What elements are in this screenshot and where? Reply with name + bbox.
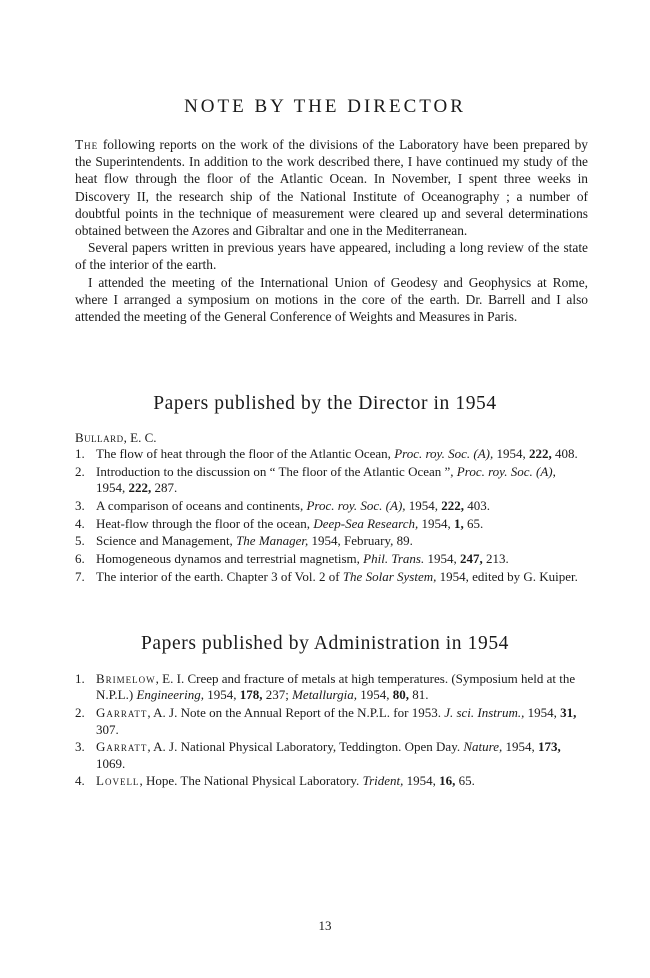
item-text: The interior of the earth. Chapter 3 of Vol. 2 of xyxy=(96,568,343,584)
item-journal: Proc. roy. Soc. (A), xyxy=(456,463,556,479)
item-text: Homogeneous dynamos and terrestrial magnetism, xyxy=(96,550,364,566)
item-number: 1. xyxy=(75,446,85,461)
item-volume: 16, xyxy=(439,773,456,789)
item-pages: 287. xyxy=(151,480,178,496)
admin-papers-list xyxy=(75,671,588,791)
item-number: 6. xyxy=(75,550,85,566)
item-text: National Physical Laboratory, Teddington. Open Day. xyxy=(177,739,464,755)
item-number: 4. xyxy=(75,515,85,531)
item-journal-2: Metallurgia, xyxy=(292,687,357,703)
item-pages: 403. xyxy=(464,497,491,513)
page-number: 13 xyxy=(318,918,332,933)
item-number: 5. xyxy=(75,533,85,549)
intro-paragraph-3: I attended the meeting of the International Union of Geodesy and Geophysics at Rome, where I arranged a symposium on motions in the core of the earth. Dr. Barrell and I also attended the meeting of the General Conference of Weights and Measures in Paris. xyxy=(75,274,588,325)
list-item xyxy=(75,516,588,532)
list-item xyxy=(75,671,588,704)
item-year: 1954, February, 89. xyxy=(308,533,413,549)
admin-papers-heading: Papers published by Administration in 1954 xyxy=(140,633,510,654)
list-item xyxy=(75,705,588,738)
item-text: The National Physical Laboratory. xyxy=(177,773,363,789)
item-author-initials: , A. J. xyxy=(147,705,178,721)
item-pages: 1069. xyxy=(96,755,126,771)
item-author: Lovell xyxy=(96,773,140,789)
director-author-name: Bullard xyxy=(75,430,124,445)
item-year: 1954, edited by G. Kuiper. xyxy=(436,568,578,584)
item-journal: Deep-Sea Research, xyxy=(313,515,419,531)
item-volume: 222, xyxy=(128,480,152,496)
list-item xyxy=(75,739,588,772)
item-year: 1954, xyxy=(203,687,240,703)
item-pages: 213. xyxy=(482,550,509,566)
intro-text xyxy=(75,136,588,325)
item-year: 1954, xyxy=(424,550,460,566)
item-pages-2: 81. xyxy=(408,687,429,703)
item-text: Creep and fracture of metals at high temperatures. (Symposium held at the N.P.L.) xyxy=(96,671,576,703)
item-volume: 222, xyxy=(528,446,552,461)
item-volume: 178, xyxy=(239,687,263,703)
list-item xyxy=(75,498,588,514)
item-number: 7. xyxy=(75,568,85,584)
item-year: 1954, xyxy=(403,773,440,789)
director-papers-list xyxy=(75,446,588,586)
item-text: A comparison of oceans and continents, xyxy=(96,497,307,513)
item-author-initials: , E. I. xyxy=(155,671,185,686)
item-volume: 247, xyxy=(459,550,483,566)
item-volume: 222, xyxy=(441,497,465,513)
item-number: 3. xyxy=(75,497,85,513)
item-year: 1954, xyxy=(502,739,539,755)
item-pages: 65. xyxy=(463,515,484,531)
item-journal: Engineering, xyxy=(136,687,204,703)
item-year: 1954, xyxy=(493,446,529,461)
item-text: Note on the Annual Report of the N.P.L. for 1953. xyxy=(177,705,445,721)
item-journal: The Manager, xyxy=(236,533,309,549)
item-journal: The Solar System, xyxy=(342,568,437,584)
director-papers-heading: Papers published by the Director in 1954 xyxy=(153,393,497,414)
item-number: 2. xyxy=(75,463,85,479)
item-year: 1954, xyxy=(405,497,442,513)
director-author-initials: , E. C. xyxy=(123,430,157,445)
list-item xyxy=(75,464,588,497)
item-number: 3. xyxy=(75,739,85,755)
intro-paragraph-2: Several papers written in previous years have appeared, including a long review of the state of the interior of the earth. xyxy=(75,240,588,273)
item-journal: Phil. Trans. xyxy=(363,550,425,566)
item-pages: 237; xyxy=(262,687,293,703)
item-volume: 1, xyxy=(453,515,464,531)
item-pages: 408. xyxy=(551,446,578,461)
item-journal: Nature, xyxy=(463,739,503,755)
intro-paragraph-1 xyxy=(75,136,588,239)
item-pages: 65. xyxy=(455,773,475,789)
list-item xyxy=(75,773,588,789)
director-author xyxy=(75,430,157,446)
list-item xyxy=(75,446,588,462)
item-journal: Trident, xyxy=(362,773,404,789)
item-text: Science and Management, xyxy=(96,533,237,549)
item-text: Introduction to the discussion on “ The floor of the Atlantic Ocean ”, xyxy=(96,463,457,479)
item-pages: 307. xyxy=(96,721,119,737)
item-volume-2: 80, xyxy=(392,687,409,703)
item-author: Brimelow xyxy=(96,671,156,686)
list-item xyxy=(75,569,588,585)
item-number: 1. xyxy=(75,671,85,686)
item-volume: 31, xyxy=(560,705,577,721)
intro-lead-word: The xyxy=(75,137,99,152)
list-item xyxy=(75,533,588,549)
item-text: The flow of heat through the floor of the Atlantic Ocean, xyxy=(96,446,395,461)
item-number: 2. xyxy=(75,705,85,721)
item-author: Garratt xyxy=(96,739,148,755)
item-author: Garratt xyxy=(96,705,148,721)
page-title: NOTE BY THE DIRECTOR xyxy=(184,96,466,117)
item-author-initials: , Hope. xyxy=(139,773,178,789)
item-year: 1954, xyxy=(418,515,454,531)
list-item xyxy=(75,551,588,567)
intro-paragraph-1-text: following reports on the work of the divisions of the Laboratory have been prepared by the Superintendents. In addition to the work described there, I have continued my study of the heat flow through the floor of the Atlantic Ocean. In November, I spent three weeks in Discovery II, the research ship of the National Institute of Oceanography ; a number of doubtful points in the technique of measurement were cleared up and several determinations obtained between the Azores and Gibraltar and one in the Mediterranean. xyxy=(75,137,588,239)
item-journal: Proc. roy. Soc. (A), xyxy=(394,446,494,461)
item-year: 1954, xyxy=(524,705,561,721)
item-year: 1954, xyxy=(96,480,129,496)
item-journal: J. sci. Instrum., xyxy=(444,705,525,721)
item-journal: Proc. roy. Soc. (A), xyxy=(306,497,406,513)
item-volume: 173, xyxy=(538,739,561,755)
item-text: Heat-flow through the floor of the ocean, xyxy=(96,515,314,531)
item-author-initials: , A. J. xyxy=(147,739,178,755)
item-number: 4. xyxy=(75,773,85,789)
item-year-2: 1954, xyxy=(356,687,393,703)
